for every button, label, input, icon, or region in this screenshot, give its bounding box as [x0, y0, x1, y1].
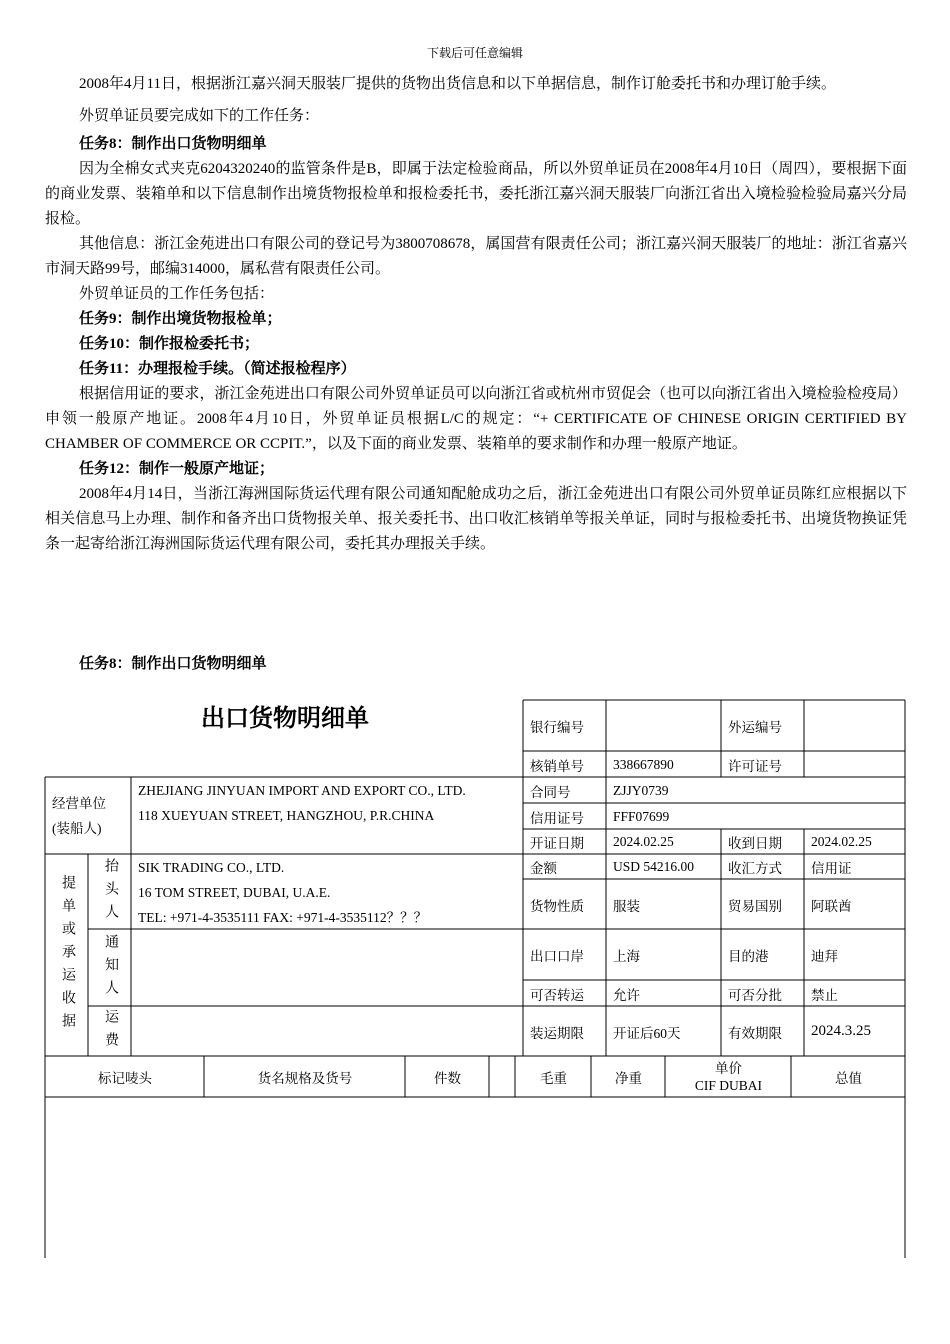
contract-no-label: 合同号 [530, 784, 571, 800]
shipment-period-field[interactable]: 开证后60天 [613, 1025, 681, 1041]
bank-no-label: 银行编号 [530, 720, 584, 735]
header-note: 下载后可任意编辑 [426, 46, 523, 60]
col-unit-price-label: 单价 [715, 1061, 742, 1076]
consignee-address: 16 TOM STREET, DUBAI, U.A.E. [138, 884, 331, 900]
receive-date-field[interactable]: 2024.02.25 [811, 834, 872, 849]
collection-method-field[interactable]: 信用证 [811, 861, 852, 876]
notify-label-cell [89, 930, 131, 1006]
freight-field[interactable] [132, 1007, 523, 1056]
paragraph-7: 2008年4月14日，当浙江海洲国际货运代理有限公司通知配舱成功之后，浙江金苑进出口有限公司外贸单证员陈红应根据以下相关信息马上办理、制作和备齐出口货物报关单、报关委托书、出口收汇核销单等报关单证，同时与报检委托书、出境货物换证凭条一起寄给浙江海洲国际货运代理有限公司，委托其办理报关手续。 [45, 486, 907, 552]
shipping-no-field[interactable] [805, 701, 905, 751]
operator-name: ZHEJIANG JINYUAN IMPORT AND EXPORT CO., LTD. [138, 783, 466, 798]
consignee-label: 抬头人 [103, 857, 118, 927]
export-port-field[interactable]: 上海 [613, 949, 640, 964]
col-net-weight: 净重 [615, 1071, 642, 1086]
col-total: 总值 [835, 1071, 862, 1086]
consignee-label-cell [89, 855, 131, 929]
notify-label: 通知人 [103, 933, 118, 1003]
lc-no-field[interactable]: FFF07699 [613, 808, 670, 824]
partial-shipment-label: 可否分批 [728, 987, 782, 1003]
bank-no-field[interactable] [607, 701, 721, 751]
verification-no-label: 核销单号 [530, 758, 584, 774]
license-no-field[interactable] [805, 752, 905, 777]
bl-label-cell [46, 855, 88, 1056]
task-9-title: 任务9：制作出境货物报检单； [79, 311, 282, 327]
verification-no-field[interactable]: 338667890 [613, 756, 674, 772]
form-title: 出口货物明细单 [201, 704, 369, 732]
destination-field[interactable]: 迪拜 [811, 949, 838, 964]
partial-shipment-field[interactable]: 禁止 [811, 987, 838, 1003]
task-12-title: 任务12：制作一般原产地证； [79, 461, 275, 477]
issue-date-label: 开证日期 [530, 836, 584, 851]
notify-field[interactable] [132, 930, 523, 1006]
amount-field[interactable]: USD 54216.00 [613, 859, 695, 874]
col-unit-price-term: CIF DUBAI [694, 1078, 763, 1093]
paragraph-3: 因为全棉女式夹克6204320240的监管条件是B，即属于法定检验商品，所以外贸单证员在2008年4月10日（周四），要根据下面的商业发票、装箱单和以下信息制作出境货物报检单和报检委托书，委托浙江嘉兴洞天服装厂向浙江省出入境检验检验局嘉兴分局报检。 [45, 161, 907, 227]
col-packages: 件数 [434, 1071, 461, 1086]
validity-label: 有效期限 [728, 1025, 782, 1041]
consignee-field[interactable] [132, 855, 523, 929]
task-10-title: 任务10：制作报检委托书； [79, 336, 260, 352]
task-8-title: 任务8：制作出口货物明细单 [79, 136, 267, 152]
freight-label-cell [89, 1007, 131, 1056]
issue-date-field[interactable]: 2024.02.25 [613, 834, 674, 849]
task-11-title: 任务11：办理报检手续。（简述报检程序） [79, 361, 356, 377]
consignee-name: SIK TRADING CO., LTD. [138, 859, 285, 875]
transshipment-label: 可否转运 [530, 987, 584, 1003]
contract-no-field[interactable]: ZJJY0739 [613, 782, 669, 798]
col-marks: 标记唛头 [98, 1071, 152, 1086]
export-port-label: 出口口岸 [530, 949, 584, 964]
paragraph-5: 外贸单证员的工作任务包括： [79, 286, 275, 302]
bl-label: 提单或承运收据 [60, 875, 75, 1036]
validity-field[interactable]: 2024.3.25 [811, 1023, 871, 1039]
goods-detail-area[interactable] [46, 1098, 905, 1258]
lc-no-label: 信用证号 [530, 810, 584, 826]
trade-country-label: 贸易国别 [728, 898, 782, 914]
paragraph-4: 其他信息：浙江金苑进出口有限公司的登记号为3800708678，属国营有限责任公司；浙江嘉兴洞天服装厂的地址：浙江省嘉兴市洞天路99号，邮编314000，属私营有限责任公司。 [45, 236, 907, 277]
paragraph-1: 2008年4月11日，根据浙江嘉兴洞天服装厂提供的货物出货信息和以下单据信息，制作订舱委托书和办理订舱手续。 [79, 76, 836, 92]
goods-nature-field[interactable]: 服装 [613, 898, 640, 914]
task-8-heading: 任务8：制作出口货物明细单 [79, 656, 267, 672]
operator-address: 118 XUEYUAN STREET, HANGZHOU, P.R.CHINA [138, 808, 435, 823]
consignee-tel: TEL: +971-4-3535111 FAX: +971-4-3535112？？？ [138, 909, 428, 925]
shipment-period-label: 装运期限 [530, 1025, 584, 1041]
goods-nature-label: 货物性质 [530, 898, 584, 914]
col-unit-price [666, 1057, 791, 1097]
collection-method-label: 收汇方式 [728, 861, 782, 876]
freight-label: 运费 [103, 1008, 118, 1055]
trade-country-field[interactable]: 阿联酋 [811, 898, 852, 914]
amount-label: 金额 [530, 861, 557, 876]
paragraph-2: 外贸单证员要完成如下的工作任务： [79, 108, 320, 124]
col-description: 货名规格及货号 [257, 1071, 353, 1086]
receive-date-label: 收到日期 [728, 836, 782, 851]
paragraph-6: 根据信用证的要求，浙江金苑进出口有限公司外贸单证员可以向浙江省或杭州市贸促会（也可以向浙江省出入境检验检疫局）申领一般原产地证。2008年4月10日，外贸单证员根据L/C的规定：“+ CERTIFICATE OF CHINESE ORIGIN CERTIFIED BY CHAMBER OF COMMERCE OR CCPIT.”，以及下面的商业发票、装箱单的要求制作和办理一般原产地证。 [45, 386, 907, 452]
destination-label: 目的港 [728, 949, 769, 964]
transshipment-field[interactable]: 允许 [613, 987, 640, 1003]
shipping-no-label: 外运编号 [728, 720, 782, 735]
operator-field[interactable] [132, 778, 523, 828]
operator-label: 经营单位 (装船人) [52, 796, 106, 836]
col-gross-weight: 毛重 [540, 1071, 567, 1086]
license-no-label: 许可证号 [728, 758, 782, 774]
